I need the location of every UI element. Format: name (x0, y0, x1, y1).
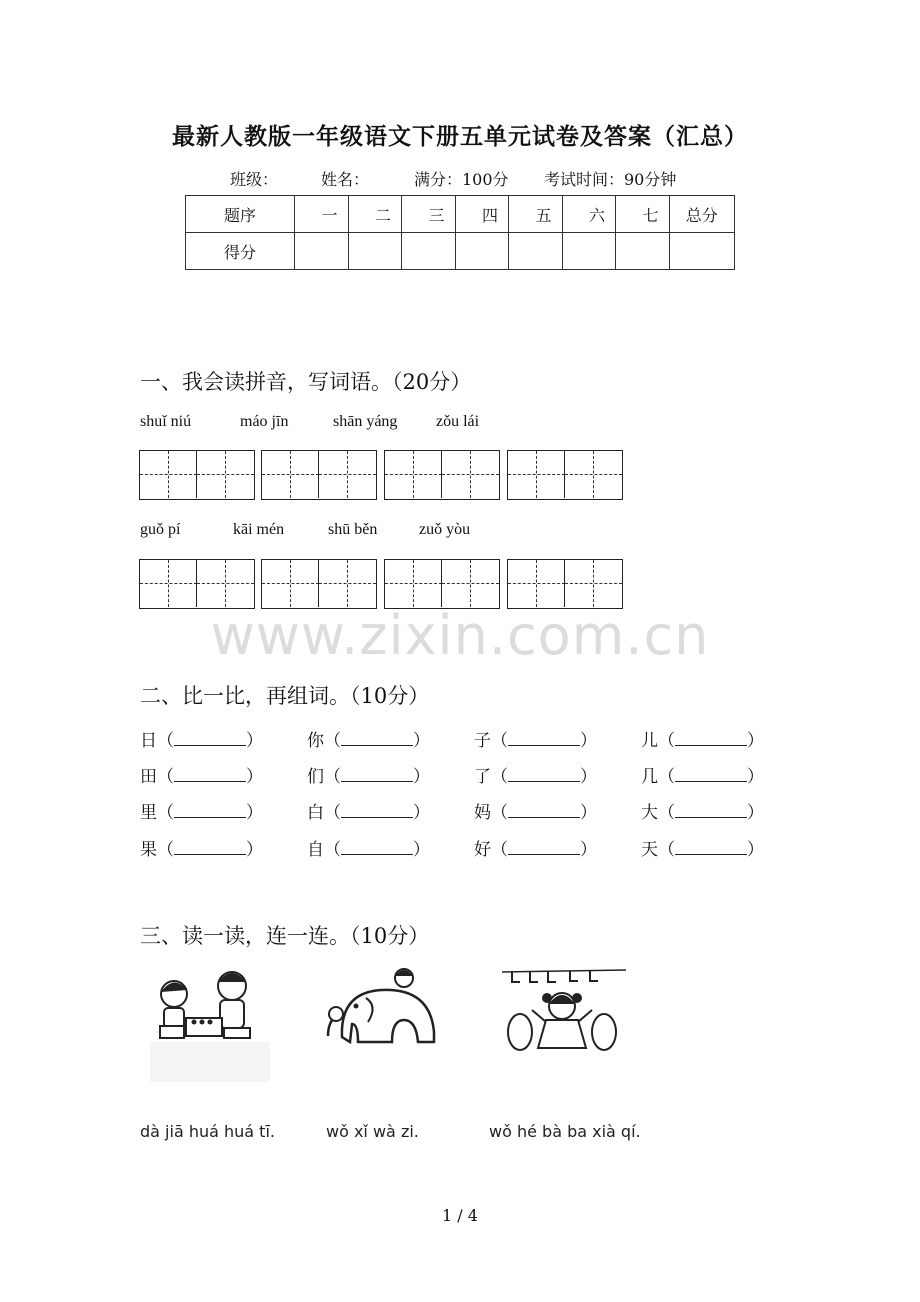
table-cell: 七 (616, 196, 670, 233)
section2-title: 二、比一比，再组词。（10分） (140, 684, 430, 708)
word-item (641, 762, 764, 787)
answer-blank[interactable] (341, 767, 413, 782)
score-cell[interactable] (455, 233, 509, 270)
writing-grid[interactable] (507, 450, 623, 500)
pinyin-label: shū běn (328, 521, 378, 538)
word-item (641, 798, 764, 823)
word-item (307, 798, 430, 823)
open-paren: （ (324, 767, 341, 787)
score-cell[interactable] (402, 233, 456, 270)
word-item (474, 798, 597, 823)
word-item (307, 726, 430, 751)
answer-blank[interactable] (174, 803, 246, 818)
score-table-header-row (186, 196, 735, 233)
answer-blank[interactable] (675, 731, 747, 746)
open-paren: （ (658, 731, 675, 751)
open-paren: （ (491, 803, 508, 823)
close-paren: ） (413, 803, 430, 823)
writing-grid[interactable] (139, 559, 255, 609)
answer-blank[interactable] (508, 731, 580, 746)
table-cell: 三 (402, 196, 456, 233)
girl-washing-socks-image (500, 962, 630, 1082)
pinyin-label: shān yáng (333, 413, 398, 430)
close-paren: ） (246, 767, 263, 787)
picture-caption: wǒ xǐ wà zi. (326, 1122, 419, 1141)
page-number: 1 / 4 (442, 1206, 478, 1225)
answer-blank[interactable] (341, 840, 413, 855)
word-item (140, 798, 263, 823)
answer-blank[interactable] (508, 803, 580, 818)
pinyin-label: máo jīn (240, 413, 289, 430)
writing-grid[interactable] (261, 559, 377, 609)
answer-blank[interactable] (508, 840, 580, 855)
close-paren: ） (246, 840, 263, 860)
page-title: 最新人教版一年级语文下册五单元试卷及答案（汇总） (172, 123, 748, 150)
word-char: 天 (641, 840, 658, 860)
open-paren: （ (658, 803, 675, 823)
word-item (474, 762, 597, 787)
open-paren: （ (324, 731, 341, 751)
answer-blank[interactable] (341, 803, 413, 818)
word-item (307, 762, 430, 787)
word-item (474, 835, 597, 860)
close-paren: ） (747, 731, 764, 751)
open-paren: （ (157, 803, 174, 823)
word-char: 日 (140, 731, 157, 751)
score-table (185, 195, 735, 270)
word-char: 了 (474, 767, 491, 787)
answer-blank[interactable] (174, 731, 246, 746)
score-cell[interactable] (295, 233, 349, 270)
pinyin-label: zuǒ yòu (419, 521, 471, 538)
word-char: 妈 (474, 803, 491, 823)
section3-title: 三、读一读，连一连。（10分） (140, 924, 430, 948)
pinyin-label: zǒu lái (436, 413, 480, 430)
answer-blank[interactable] (675, 803, 747, 818)
score-table-row (186, 233, 735, 270)
open-paren: （ (658, 767, 675, 787)
close-paren: ） (747, 803, 764, 823)
kids-playing-chess-image (150, 962, 270, 1082)
score-cell[interactable] (509, 233, 563, 270)
score-cell[interactable] (669, 233, 735, 270)
table-cell: 四 (455, 196, 509, 233)
elephant-slide-image (322, 962, 444, 1082)
word-char: 大 (641, 803, 658, 823)
full-score: 满分：100分 (414, 170, 509, 189)
score-cell[interactable] (616, 233, 670, 270)
word-item (641, 835, 764, 860)
word-char: 果 (140, 840, 157, 860)
word-item (474, 726, 597, 751)
word-char: 子 (474, 731, 491, 751)
answer-blank[interactable] (174, 840, 246, 855)
open-paren: （ (491, 767, 508, 787)
table-cell: 二 (348, 196, 402, 233)
close-paren: ） (747, 767, 764, 787)
close-paren: ） (747, 840, 764, 860)
open-paren: （ (157, 840, 174, 860)
open-paren: （ (658, 840, 675, 860)
writing-grid[interactable] (261, 450, 377, 500)
close-paren: ） (246, 731, 263, 751)
word-char: 几 (641, 767, 658, 787)
score-cell[interactable] (348, 233, 402, 270)
table-cell: 题序 (186, 196, 295, 233)
open-paren: （ (157, 767, 174, 787)
close-paren: ） (246, 803, 263, 823)
score-cell[interactable] (562, 233, 616, 270)
table-cell: 六 (562, 196, 616, 233)
answer-blank[interactable] (508, 767, 580, 782)
answer-blank[interactable] (675, 767, 747, 782)
pinyin-label: guǒ pí (140, 521, 181, 538)
close-paren: ） (413, 731, 430, 751)
word-char: 自 (307, 840, 324, 860)
class-label: 班级： (230, 170, 279, 189)
word-char: 白 (307, 803, 324, 823)
picture-caption: wǒ hé bà ba xià qí. (489, 1122, 641, 1141)
section1-title: 一、我会读拼音，写词语。（20分） (140, 370, 472, 394)
table-cell: 一 (295, 196, 349, 233)
open-paren: （ (491, 840, 508, 860)
writing-grid[interactable] (139, 450, 255, 500)
word-item (140, 762, 263, 787)
answer-blank[interactable] (174, 767, 246, 782)
watermark: www.zixin.com.cn (210, 604, 710, 667)
writing-grid[interactable] (507, 559, 623, 609)
open-paren: （ (324, 803, 341, 823)
pinyin-row-1 (0, 413, 920, 433)
open-paren: （ (491, 731, 508, 751)
word-char: 们 (307, 767, 324, 787)
writing-grid[interactable] (384, 559, 500, 609)
close-paren: ） (580, 803, 597, 823)
word-char: 儿 (641, 731, 658, 751)
table-cell: 得分 (186, 233, 295, 270)
close-paren: ） (413, 767, 430, 787)
pinyin-label: kāi mén (233, 521, 285, 538)
word-item (307, 835, 430, 860)
word-item (140, 726, 263, 751)
writing-grid-row-1 (0, 450, 920, 502)
table-cell: 五 (509, 196, 563, 233)
close-paren: ） (580, 840, 597, 860)
close-paren: ） (413, 840, 430, 860)
answer-blank[interactable] (341, 731, 413, 746)
word-char: 好 (474, 840, 491, 860)
writing-grid[interactable] (384, 450, 500, 500)
name-label: 姓名： (321, 170, 370, 189)
exam-time: 考试时间：90分钟 (544, 170, 677, 189)
word-char: 你 (307, 731, 324, 751)
word-char: 田 (140, 767, 157, 787)
pinyin-row-2 (0, 521, 920, 541)
word-char: 里 (140, 803, 157, 823)
table-cell: 总分 (669, 196, 735, 233)
pinyin-label: shuǐ niú (140, 413, 192, 430)
answer-blank[interactable] (675, 840, 747, 855)
word-item (641, 726, 764, 751)
close-paren: ） (580, 731, 597, 751)
open-paren: （ (157, 731, 174, 751)
word-item (140, 835, 263, 860)
close-paren: ） (580, 767, 597, 787)
picture-caption: dà jiā huá huá tī. (140, 1122, 275, 1141)
open-paren: （ (324, 840, 341, 860)
